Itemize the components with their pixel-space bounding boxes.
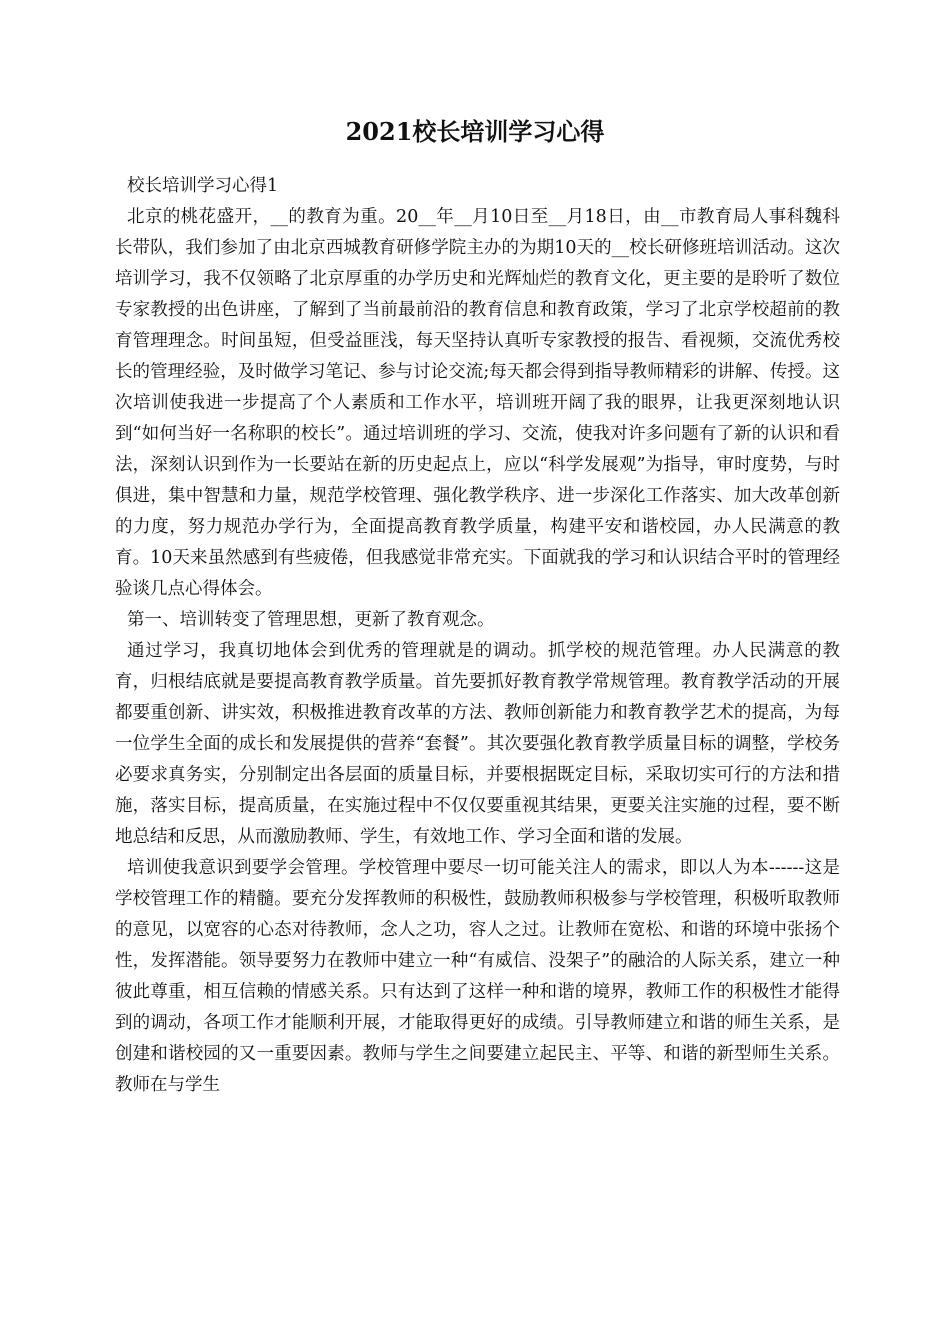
section-heading: 校长培训学习心得1 xyxy=(127,176,279,196)
body-paragraph: 通过学习，我真切地体会到优秀的管理就是的调动。抓学校的规范管理。办人民满意的教育，归根结底就是要提高教育教学质量。首先要抓好教育教学常规管理。教育教学活动的开展都要重创新、讲实效，积极推进教育改革的方法、教师创新能力和教育教学艺术的提高，为每一位学生全面的成长和发展提供的营养“套餐”。其次要强化教育教学质量目标的调整，学校务必要求真务实，分别制定出各层面的质量目标，并要根据既定目标，采取切实可行的方法和措施，落实目标，提高质量，在实施过程中不仅仅要重视其结果，更要关注实施的过程，要不断地总结和反思，从而激励教师、学生，有效地工作、学习全面和谐的发展。 xyxy=(115,641,840,847)
document-body xyxy=(115,171,840,1101)
body-paragraph: 培训使我意识到要学会管理。学校管理中要尽一切可能关注人的需求，即以人为本------这是学校管理工作的精髓。要充分发挥教师的积极性，鼓励教师积极参与学校管理，积极听取教师的意见，以宽容的心态对待教师，念人之功，容人之过。让教师在宽松、和谐的环境中张扬个性，发挥潜能。领导要努力在教师中建立一种“有威信、没架子”的融洽的人际关系，建立一种彼此尊重，相互信赖的情感关系。只有达到了这样一种和谐的境界，教师工作的积极性才能得到的调动，各项工作才能顺利开展，才能取得更好的成绩。引导教师建立和谐的师生关系，是创建和谐校园的又一重要因素。教师与学生之间要建立起民主、平等、和谐的新型师生关系。教师在与学生 xyxy=(115,858,840,1095)
body-paragraph: 第一、培训转变了管理思想，更新了教育观念。 xyxy=(127,610,495,630)
body-paragraph: 北京的桃花盛开，__的教育为重。20__年__月10日至__月18日，由__市教育局人事科魏科长带队，我们参加了由北京西城教育研修学院主办的为期10天的__校长研修班培训活动。这次培训学习，我不仅领略了北京厚重的办学历史和光辉灿烂的教育文化，更主要的是聆听了数位专家教授的出色讲座，了解到了当前最前沿的教育信息和教育政策，学习了北京学校超前的教育管理理念。时间虽短，但受益匪浅，每天坚持认真听专家教授的报告、看视频，交流优秀校长的管理经验，及时做学习笔记、参与讨论交流;每天都会得到指导教师精彩的讲解、传授。这次培训使我进一步提高了个人素质和工作水平，培训班开阔了我的眼界，让我更深刻地认识到“如何当好一名称职的校长”。通过培训班的学习、交流，使我对许多问题有了新的认识和看法，深刻认识到作为一长要站在新的历史起点上，应以“科学发展观”为指导，审时度势，与时俱进，集中智慧和力量，规范学校管理、强化教学秩序、进一步深化工作落实、加大改革创新的力度，努力规范办学行为，全面提高教育教学质量，构建平安和谐校园，办人民满意的教育。10天来虽然感到有些疲倦，但我感觉非常充实。下面就我的学习和认识结合平时的管理经验谈几点心得体会。 xyxy=(115,207,840,599)
document-title: 2021校长培训学习心得 xyxy=(345,117,605,146)
